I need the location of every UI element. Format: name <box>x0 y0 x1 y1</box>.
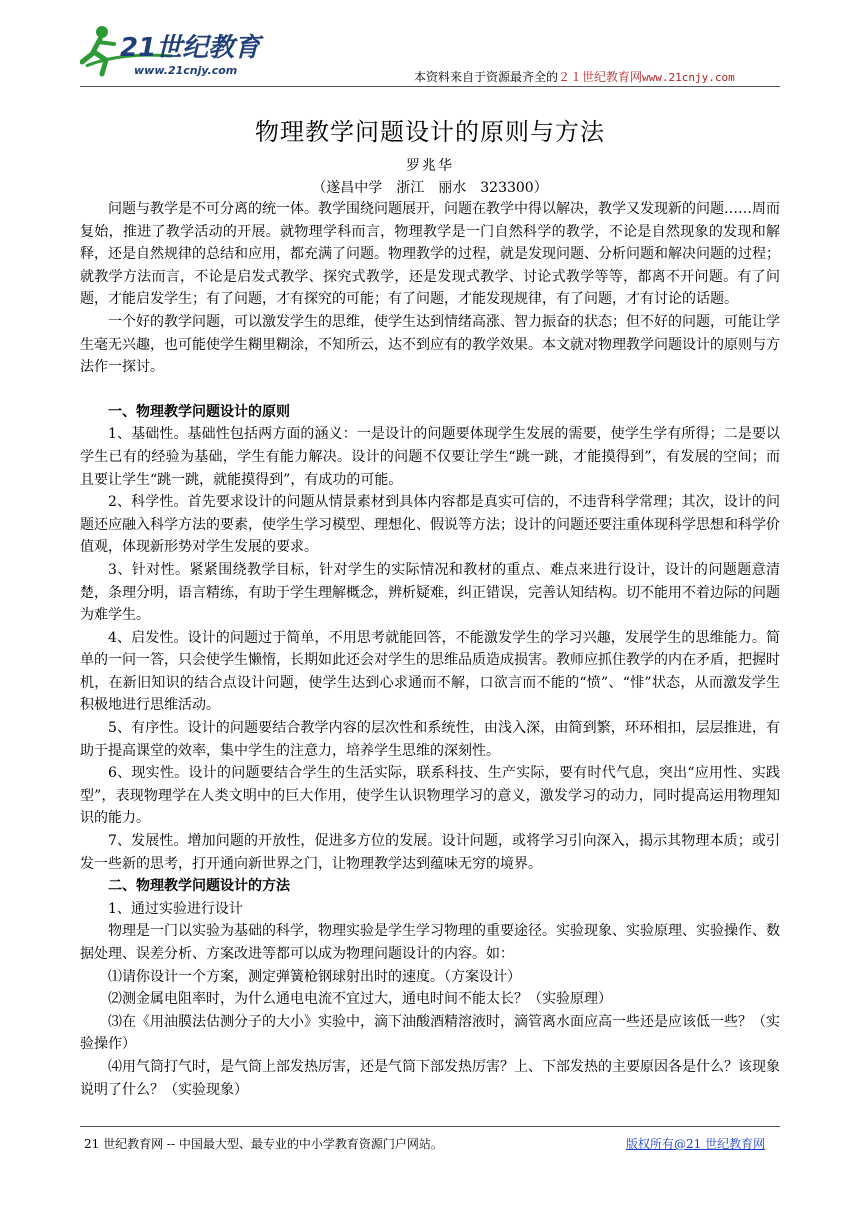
principle-item-5: 5、有序性。设计的问题要结合教学内容的层次性和系统性，由浅入深，由简到繁，环环相扣，层层推进，有助于提高课堂的效率，集中学生的注意力，培养学生思维的深刻性。 <box>80 720 780 759</box>
site-logo[interactable] <box>80 22 280 82</box>
document-author: 罗兆华 <box>406 158 454 174</box>
principle-item-3: 3、针对性。紧紧围绕教学目标，针对学生的实际情况和教材的重点、难点来进行设计，设计的问题题意清楚，条理分明，语言精练，有助于学生理解概念，辨析疑难，纠正错误，完善认知结构。切不能用不着边际的问题为难学生。 <box>80 561 780 624</box>
page-header <box>0 0 860 90</box>
logo-url: www.21cnjy.com <box>134 64 238 77</box>
header-source-name[interactable]: ２１世纪教育网 <box>558 70 643 84</box>
document-affiliation: （遂昌中学 浙江 丽水 323300） <box>312 180 548 196</box>
footer-divider <box>80 1126 780 1127</box>
header-source-prefix: 本资料来自于资源最齐全的 <box>414 70 559 84</box>
header-divider <box>80 86 780 87</box>
principle-item-6: 6、现实性。设计的问题要结合学生的生活实际，联系科技、生产实际，要有时代气息，突出“应用性、实践型”，表现物理学在人类文明中的巨大作用，使学生认识物理学习的意义，激发学习的动力，同时提高运用物理知识的能力。 <box>80 765 780 827</box>
principle-item-2: 2、科学性。首先要求设计的问题从情景素材到具体内容都是真实可信的，不违背科学常理；其次，设计的问题还应融入科学方法的要素，使学生学习模型、理想化、假说等方法；设计的问题还要注重体现科学思想和科学价值观，体现新形势对学生发展的要求。 <box>80 494 780 556</box>
section-2-heading: 二、物理教学问题设计的方法 <box>108 878 290 895</box>
example-item-1: ⑴请你设计一个方案，测定弹簧枪钢球射出时的速度。（方案设计） <box>108 968 521 985</box>
logo-text: 21世纪教育 <box>120 33 261 63</box>
footer-text: 21 世纪教育网 -- 中国最大型、最专业的中小学教育资源门户网站。 <box>84 1137 443 1151</box>
document-title: 物理教学问题设计的原则与方法 <box>255 118 605 146</box>
footer-copyright-link[interactable]: 版权所有@21 世纪教育网 <box>626 1137 766 1151</box>
section-1-heading: 一、物理教学问题设计的原则 <box>108 403 290 420</box>
principle-item-4: 4、启发性。设计的问题过于简单，不用思考就能回答，不能激发学生的学习兴趣，发展学生的思维能力。简单的一问一答，只会使学生懒惰，长期如此还会对学生的思维品质造成损害。教师应抓住教学的内在矛盾，把握时机，在新旧知识的结合点设计问题，使学生达到心求通而不解，口欲言而不能的“愤”、“悱”状态，从而激发学生积极地进行思维活动。 <box>80 629 780 714</box>
method-subheading-1: 1、通过实验进行设计 <box>108 900 243 917</box>
intro-paragraph-1: 问题与教学是不可分离的统一体。教学围绕问题展开，问题在教学中得以解决，教学又发现新的问题……周而复始，推进了教学活动的开展。就物理学科而言，物理教学是一门自然科学的教学，不论是自然现象的发现和解释，还是自然规律的总结和应用，都充满了问题。物理教学的过程，就是发现问题、分析问题和解决问题的过程；就教学方法而言，不论是启发式教学、探究式教学，还是发现式教学、讨论式教学等等，都离不开问题。有了问题，才能启发学生；有了问题，才有探究的可能；有了问题，才能发现规律，有了问题，才有讨论的话题。 <box>80 201 780 308</box>
example-item-4: ⑷用气筒打气时，是气筒上部发热厉害，还是气筒下部发热厉害？上、下部发热的主要原因各是什么？该现象说明了什么？（实验现象） <box>80 1058 780 1098</box>
method-paragraph: 物理是一门以实验为基础的科学，物理实验是学生学习物理的重要途径。实验现象、实验原理、实验操作、数据处理、误差分析、方案改进等都可以成为物理问题设计的内容。如： <box>80 923 780 962</box>
intro-paragraph-2: 一个好的教学问题，可以激发学生的思维，使学生达到情绪高涨、智力振奋的状态；但不好的问题，可能让学生毫无兴趣，也可能使学生糊里糊涂，不知所云，达不到应有的教学效果。本文就对物理教学问题设计的原则与方法作一探讨。 <box>80 313 780 376</box>
header-source-url[interactable]: www.21cnjy.com <box>642 71 735 84</box>
example-item-3: ⑶在《用油膜法估测分子的大小》实验中，滴下油酸酒精溶液时，滴管离水面应高一些还是应该低一些？（实验操作） <box>80 1013 780 1053</box>
header-source <box>414 68 735 85</box>
section-spacer <box>80 379 780 401</box>
principle-item-1: 1、基础性。基础性包括两方面的涵义：一是设计的问题要体现学生发展的需要，使学生学有所得；二是要以学生已有的经验为基础，学生有能力解决。设计的问题不仅要让学生“跳一跳，才能摸得到”，有发展的空间；而且要让学生“跳一跳，就能摸得到”，有成功的可能。 <box>80 426 780 488</box>
example-item-2: ⑵测金属电阻率时，为什么通电电流不宜过大，通电时间不能太长？（实验原理） <box>108 991 612 1008</box>
principle-item-7: 7、发展性。增加问题的开放性，促进多方位的发展。设计问题，或将学习引向深入，揭示其物理本质；或引发一些新的思考，打开通向新世界之门，让物理教学达到蕴味无穷的境界。 <box>80 833 780 872</box>
document-body <box>80 198 780 1101</box>
